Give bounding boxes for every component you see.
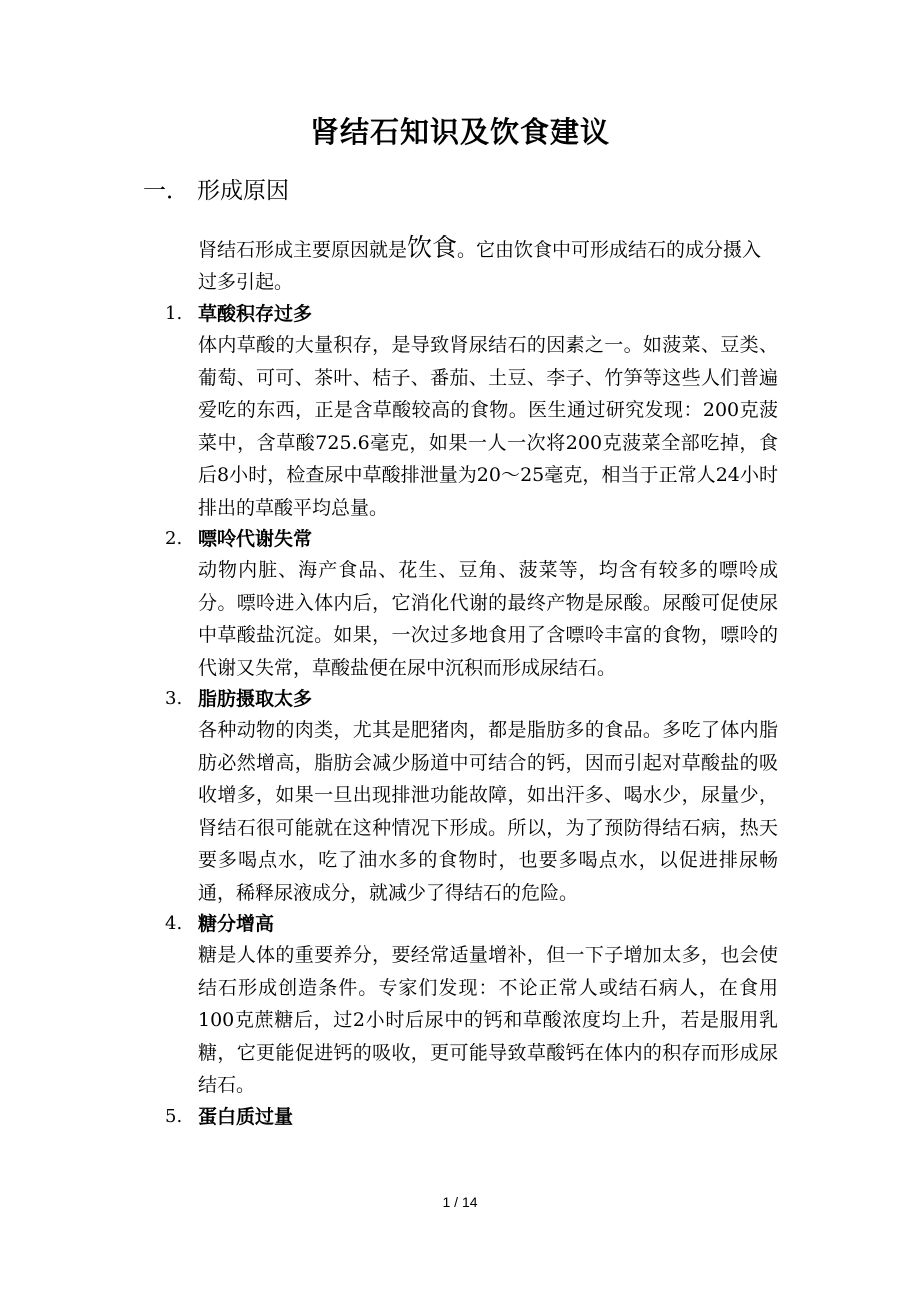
list-item-text: 动物内脏、海产食品、花生、豆角、菠菜等，均含有较多的嘌呤成分。嘌呤进入体内后，它消化代谢的最终产物是尿酸。尿酸可促使尿中草酸盐沉淀。如果，一次过多地食用了含嘌呤丰富的食物，嘌呤的代谢又失常，草酸盐便在尿中沉积而形成尿结石。 — [198, 559, 778, 679]
list-item-title-text: 脂肪摄取太多 — [198, 688, 313, 710]
list-item-number: 1. — [165, 303, 183, 324]
list-item-title-text: 糖分增高 — [198, 913, 275, 935]
list-item — [165, 299, 778, 524]
section-heading-text: 形成原因 — [197, 178, 289, 204]
list-item-title — [165, 299, 778, 329]
list-item-title — [165, 684, 778, 714]
list-item-text: 体内草酸的大量积存，是导致肾尿结石的因素之一。如菠菜、豆类、葡萄、可可、茶叶、桔子、番茄、土豆、李子、竹笋等这些人们普遍爱吃的东西，正是含草酸较高的食物。医生通过研究发现：200克菠菜中，含草酸725.6毫克，如果一人一次将200克菠菜全部吃掉，食后8小时，检查尿中草酸排泄量为20～25毫克，相当于正常人24小时排出的草酸平均总量。 — [198, 334, 778, 519]
list-item — [165, 909, 778, 1102]
section-number: 一． — [143, 178, 189, 204]
list-item-title — [165, 909, 778, 939]
document-content — [165, 232, 778, 1132]
list-item-number: 4. — [165, 913, 183, 934]
list-item-title-text: 蛋白质过量 — [198, 1105, 294, 1128]
list-item-number: 3. — [165, 688, 183, 709]
intro-text-before: 肾结石形成主要原因就是 — [198, 239, 408, 261]
document-title: 肾结石知识及饮食建议 — [309, 115, 610, 149]
list-item — [165, 1102, 778, 1132]
list-item-title — [165, 524, 778, 554]
intro-text-after: 。它由饮食中可形成结石的成分摄入过多引起。 — [198, 239, 762, 293]
list-item — [165, 684, 778, 909]
list-item-title-text: 草酸积存过多 — [198, 303, 313, 325]
list-item-number: 2. — [165, 528, 183, 549]
list-item — [165, 524, 778, 684]
intro-emphasis: 饮食 — [407, 233, 458, 262]
list-item-title — [165, 1102, 778, 1132]
page-indicator: 1 / 14 — [442, 1194, 478, 1210]
list-item-text: 各种动物的肉类，尤其是肥猪肉，都是脂肪多的食品。多吃了体内脂肪必然增高，脂肪会减少肠道中可结合的钙，因而引起对草酸盐的吸收增多，如果一旦出现排泄功能故障，如出汗多、喝水少，尿量少，肾结石很可能就在这种情况下形成。所以，为了预防得结石病，热天要多喝点水，吃了油水多的食物时，也要多喝点水，以促进排尿畅通，稀释尿液成分，就减少了得结石的危险。 — [198, 719, 778, 904]
list-item-number: 5. — [165, 1105, 183, 1127]
list-item-title-text: 嘌呤代谢失常 — [198, 528, 313, 550]
section-intro-paragraph — [198, 232, 778, 298]
list-item-text: 糖是人体的重要养分，要经常适量增补，但一下子增加太多，也会使结石形成创造条件。专家们发现：不论正常人或结石病人，在食用100克蔗糖后，过2小时后尿中的钙和草酸浓度均上升，若是服用乳糖，它更能促进钙的吸收，更可能导致草酸钙在体内的积存而形成尿结石。 — [198, 944, 778, 1096]
section-heading — [143, 174, 289, 208]
